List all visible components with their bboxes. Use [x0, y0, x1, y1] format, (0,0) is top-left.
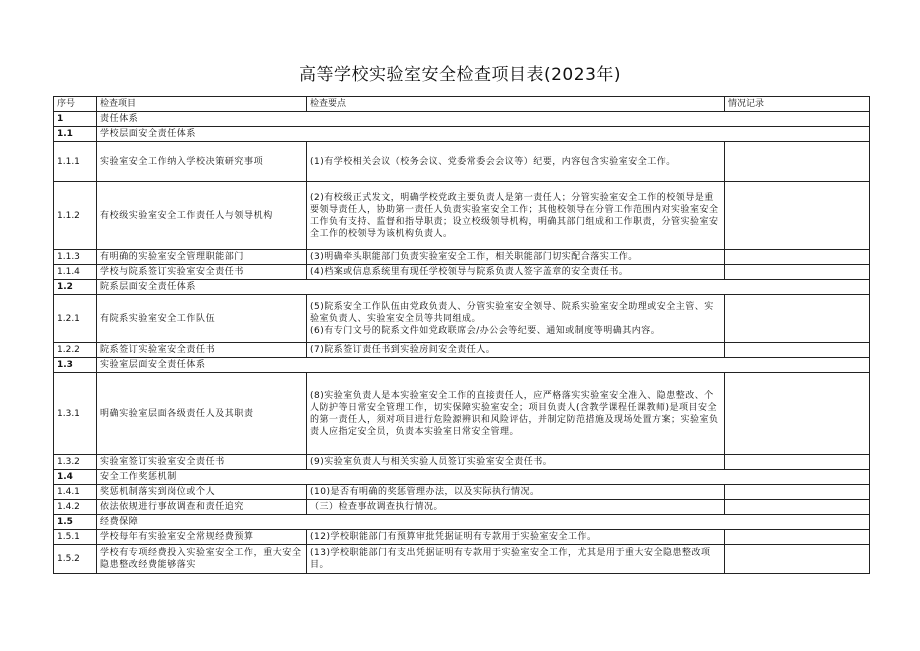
table-row	[54, 373, 870, 455]
inspection-table	[53, 96, 870, 574]
row-check-item: 学校有专项经费投入实验室安全工作，重大安全隐患整改经费能够落实	[97, 545, 307, 574]
table-header-row	[54, 97, 870, 112]
table-row	[54, 295, 870, 343]
row-number: 1.3.1	[54, 373, 97, 455]
requirement-line: (12)学校职能部门有预算审批凭据证明有专款用于实验室安全工作。	[310, 532, 597, 542]
requirement-line: (13)学校职能部门有支出凭据证明有专款用于实验室安全工作，尤其是用于重大安全隐患整改项目。	[310, 548, 711, 570]
row-requirements	[307, 265, 725, 280]
row-number: 1.3.2	[54, 455, 97, 470]
row-check-item: 实验室安全工作纳入学校决策研究事项	[97, 142, 307, 182]
table-row	[54, 142, 870, 182]
row-number: 1.1.2	[54, 182, 97, 250]
table-row	[54, 250, 870, 265]
requirement-line: (2)有校级正式发文，明确学校党政主要负责人是第一责任人；分管实验室安全工作的校领导是重要领导责任人，协助第一责任人负责实验室安全工作；其他校领导在分管工作范围内对实验室安全工作负有支持、监督和指导职责；设立校级领导机构，明确其部门组成和工作职责，分管实验室安全工作的校领导为该机构负责人。	[310, 192, 719, 239]
row-number: 1.2.2	[54, 343, 97, 358]
row-requirements	[307, 545, 725, 574]
subsection-row	[54, 280, 870, 295]
row-check-item: 实验室签订实验室安全责任书	[97, 455, 307, 470]
row-number: 1.4.2	[54, 500, 97, 515]
row-check-item: 依法依规进行事故调查和责任追究	[97, 500, 307, 515]
row-number: 1.2	[54, 280, 97, 295]
table-row	[54, 265, 870, 280]
row-requirements	[307, 485, 725, 500]
requirement-line: (1)有学校相关会议（校务会议、党委常委会会议等）纪要，内容包含实验室安全工作。	[310, 156, 676, 167]
row-requirements	[307, 250, 725, 265]
subsection-row	[54, 127, 870, 142]
header-requirements: 检查要点	[307, 97, 725, 112]
row-check-item: 奖惩机制落实到岗位或个人	[97, 485, 307, 500]
requirement-line: (4)档案或信息系统里有现任学校领导与院系负责人签字盖章的安全责任书。	[310, 267, 629, 277]
row-section-title: 院系层面安全责任体系	[97, 280, 870, 295]
table-row	[54, 545, 870, 574]
table-row	[54, 530, 870, 545]
subsection-row	[54, 470, 870, 485]
row-number: 1.3	[54, 358, 97, 373]
row-check-item: 有明确的实验室安全管理职能部门	[97, 250, 307, 265]
header-record: 情况记录	[725, 97, 870, 112]
row-number: 1.1.3	[54, 250, 97, 265]
row-requirements	[307, 500, 725, 515]
row-number: 1.5.1	[54, 530, 97, 545]
row-check-item: 学校与院系签订实验室安全责任书	[97, 265, 307, 280]
row-number: 1.4	[54, 470, 97, 485]
row-record-cell	[725, 250, 870, 265]
requirement-line: (7)院系签订责任书到实验房间安全责任人。	[310, 345, 496, 355]
requirement-line: (5)院系安全工作队伍由党政负责人、分管实验室安全领导、院系实验室安全助理或安全主管、实验室负责人、实验室安全员等共同组成。	[310, 301, 714, 324]
row-check-item: 院系签订实验室安全责任书	[97, 343, 307, 358]
header-item: 检查项目	[97, 97, 307, 112]
section-row	[54, 112, 870, 127]
row-number: 1	[54, 112, 97, 127]
row-requirements	[307, 530, 725, 545]
row-section-title: 责任体系	[97, 112, 870, 127]
table-row	[54, 455, 870, 470]
document-title: 高等学校实验室安全检查项目表(2023年)	[298, 65, 622, 85]
subsection-row	[54, 515, 870, 530]
row-section-title: 实验室层面安全责任体系	[97, 358, 870, 373]
row-requirements	[307, 373, 725, 455]
row-record-cell	[725, 485, 870, 500]
row-record-cell	[725, 500, 870, 515]
row-number: 1.1.1	[54, 142, 97, 182]
row-number: 1.5.2	[54, 545, 97, 574]
row-number: 1.1	[54, 127, 97, 142]
requirement-line: (3)明确牵头职能部门负责实验室安全工作，相关职能部门切实配合落实工作。	[310, 252, 638, 262]
requirement-line: (9)实验室负责人与相关实验人员签订实验室安全责任书。	[310, 457, 553, 467]
row-requirements	[307, 455, 725, 470]
requirement-line: (10)是否有明确的奖惩管理办法，以及实际执行情况。	[310, 487, 540, 497]
requirement-line: (8)实验室负责人是本实验室安全工作的直接责任人，应严格落实实验室安全准入、隐患整改、个人防护等日常安全管理工作，切实保障实验室安全；项目负责人(含教学课程任课教师)是项目安全的第一责任人，须对项目进行危险源辨识和风险评估，并制定防范措施及现场处置方案；实验室负责人应指定安全员，负责本实验室日常安全管理。	[310, 390, 719, 437]
subsection-row	[54, 358, 870, 373]
header-no: 序号	[54, 97, 97, 112]
row-check-item: 有院系实验室安全工作队伍	[97, 295, 307, 343]
row-requirements	[307, 142, 725, 182]
row-record-cell	[725, 142, 870, 182]
row-record-cell	[725, 343, 870, 358]
row-number: 1.2.1	[54, 295, 97, 343]
requirement-line: (6)有专门文号的院系文件如党政联席会/办公会等纪要、通知或制度等明确其内容。	[310, 325, 661, 336]
row-number: 1.5	[54, 515, 97, 530]
row-record-cell	[725, 545, 870, 574]
row-check-item: 有校级实验室安全工作责任人与领导机构	[97, 182, 307, 250]
table-row	[54, 500, 870, 515]
row-check-item: 学校每年有实验室安全常规经费预算	[97, 530, 307, 545]
table-row	[54, 343, 870, 358]
row-check-item: 明确实验室层面各级责任人及其职责	[97, 373, 307, 455]
row-requirements	[307, 295, 725, 343]
row-requirements	[307, 182, 725, 250]
row-record-cell	[725, 182, 870, 250]
row-section-title: 经费保障	[97, 515, 870, 530]
table-row	[54, 182, 870, 250]
row-record-cell	[725, 455, 870, 470]
row-record-cell	[725, 265, 870, 280]
row-record-cell	[725, 295, 870, 343]
requirement-line: （三）检查事故调查执行情况。	[310, 502, 444, 512]
row-record-cell	[725, 373, 870, 455]
table-row	[54, 485, 870, 500]
row-section-title: 安全工作奖惩机制	[97, 470, 870, 485]
row-number: 1.1.4	[54, 265, 97, 280]
row-number: 1.4.1	[54, 485, 97, 500]
row-requirements	[307, 343, 725, 358]
row-section-title: 学校层面安全责任体系	[97, 127, 870, 142]
row-record-cell	[725, 530, 870, 545]
